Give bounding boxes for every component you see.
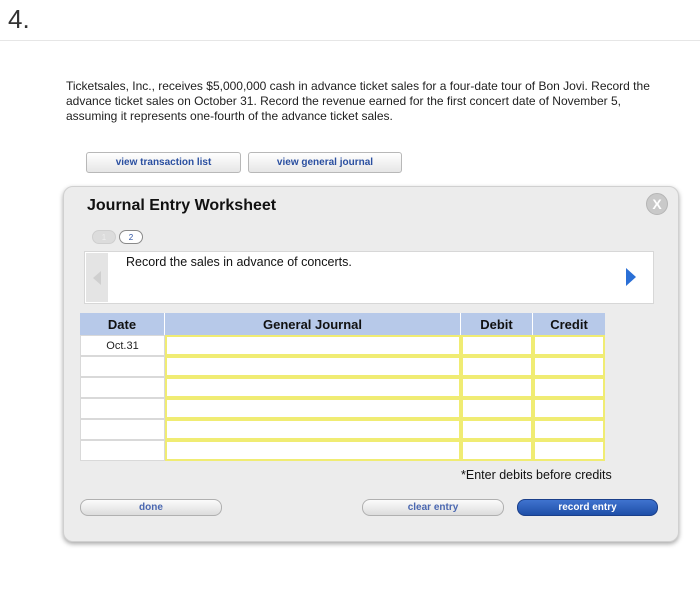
general-journal-column-header: General Journal <box>165 313 461 335</box>
debit-input[interactable] <box>461 440 533 461</box>
problem-text: Ticketsales, Inc., receives $5,000,000 cash in advance ticket sales for a four-date tour of Bon Jovi. Record the advance ticket sales on October 31. Record the revenue earned for the first concert date of November 5, assuming it represents one-fourth of the advance ticket sales. <box>66 79 650 123</box>
debit-input[interactable] <box>461 419 533 440</box>
next-arrow-icon[interactable] <box>622 262 640 292</box>
credit-input[interactable] <box>533 356 605 377</box>
credit-input[interactable] <box>533 377 605 398</box>
account-input[interactable] <box>165 419 461 440</box>
date-cell[interactable] <box>80 377 165 398</box>
date-column-header: Date <box>80 313 165 335</box>
account-input[interactable] <box>165 398 461 419</box>
view-general-journal-button[interactable]: view general journal <box>248 152 402 173</box>
date-cell[interactable]: Oct.31 <box>80 335 165 356</box>
debit-input[interactable] <box>461 356 533 377</box>
debits-before-credits-note: *Enter debits before credits <box>461 468 612 482</box>
instruction-text: Record the sales in advance of concerts. <box>126 255 352 269</box>
credit-input[interactable] <box>533 398 605 419</box>
credit-column-header: Credit <box>533 313 605 335</box>
step-1-indicator[interactable]: 1 <box>92 230 116 244</box>
debit-input[interactable] <box>461 398 533 419</box>
worksheet-title: Journal Entry Worksheet <box>87 197 277 214</box>
debit-input[interactable] <box>461 377 533 398</box>
debit-input[interactable] <box>461 335 533 356</box>
credit-input[interactable] <box>533 440 605 461</box>
debit-column-header: Debit <box>461 313 533 335</box>
question-number: 4. <box>8 4 30 34</box>
view-transaction-list-button[interactable]: view transaction list <box>86 152 241 173</box>
account-input[interactable] <box>165 335 461 356</box>
clear-entry-button[interactable]: clear entry <box>362 499 504 516</box>
done-button[interactable]: done <box>80 499 222 516</box>
account-input[interactable] <box>165 440 461 461</box>
date-cell[interactable] <box>80 356 165 377</box>
credit-input[interactable] <box>533 419 605 440</box>
credit-input[interactable] <box>533 335 605 356</box>
account-input[interactable] <box>165 356 461 377</box>
date-cell[interactable] <box>80 440 165 461</box>
account-input[interactable] <box>165 377 461 398</box>
step-2-indicator[interactable]: 2 <box>119 230 143 244</box>
previous-arrow-icon[interactable] <box>86 253 108 302</box>
close-icon[interactable]: X <box>646 193 668 215</box>
record-entry-button[interactable]: record entry <box>517 499 658 516</box>
date-cell[interactable] <box>80 419 165 440</box>
divider <box>0 40 700 41</box>
date-cell[interactable] <box>80 398 165 419</box>
